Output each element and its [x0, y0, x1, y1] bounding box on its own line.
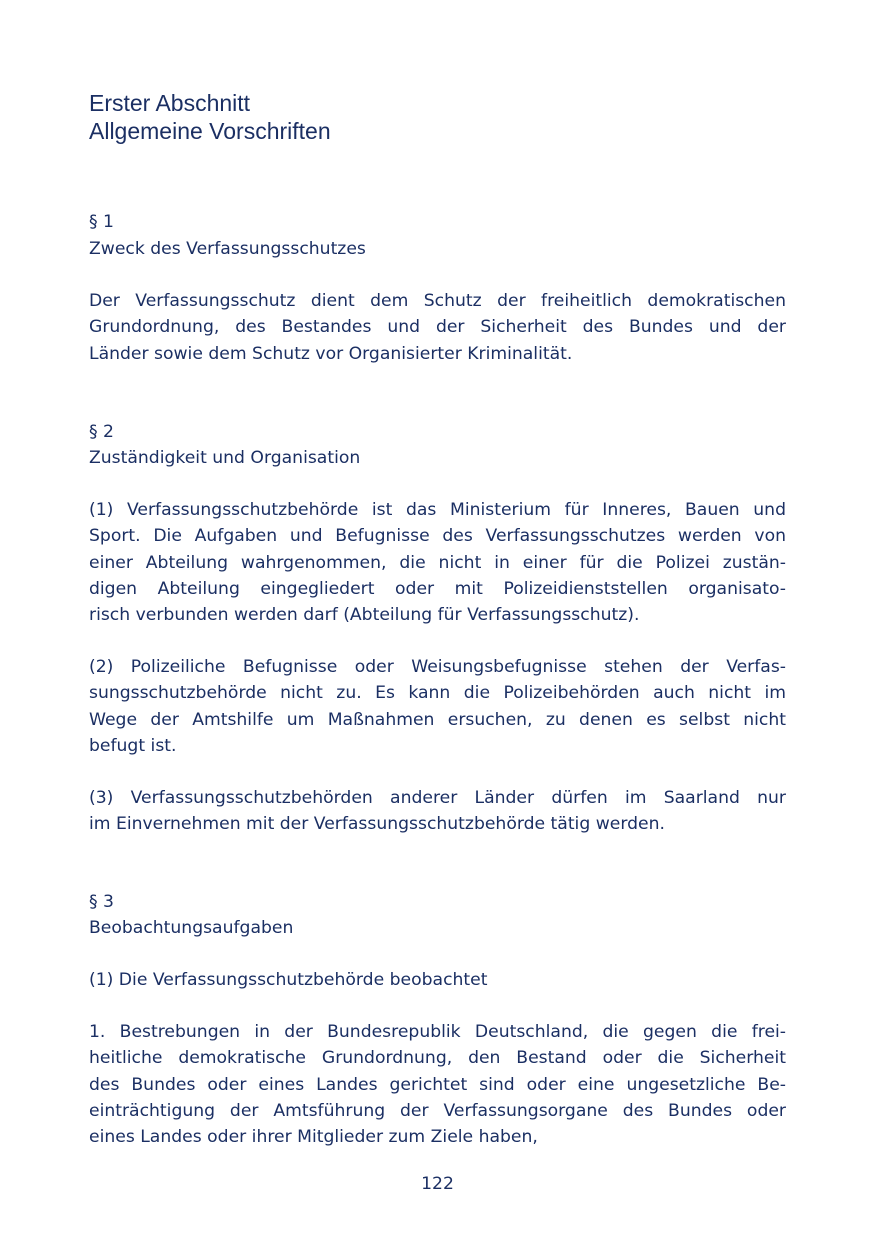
text-line: (3) Verfassungsschutzbehörden anderer Länder dürfen im Saarland nur — [89, 788, 786, 808]
text-line: digen Abteilung eingegliedert oder mit Polizeidienststellen organisato- — [89, 578, 786, 599]
chapter-heading — [89, 89, 331, 145]
section-2-number: § 2 — [89, 422, 114, 442]
text-line: im Einvernehmen mit der Verfassungsschutzbehörde tätig werden. — [89, 814, 665, 835]
section-1-number: § 1 — [89, 212, 114, 232]
section-3-number: § 3 — [89, 892, 114, 912]
text-line: des Bundes oder eines Landes gerichtet sind oder eine ungesetzliche Be- — [89, 1074, 786, 1095]
section-3-paragraph-2 — [89, 1019, 786, 1150]
section-1-paragraph — [89, 288, 786, 367]
section-2-paragraph-1 — [89, 497, 786, 628]
text-line: Länder sowie dem Schutz vor Organisierter Kriminalität. — [89, 343, 573, 364]
text-line: einer Abteilung wahrgenommen, die nicht in einer für die Polizei zustän- — [89, 552, 786, 573]
chapter-heading-line-2: Allgemeine Vorschriften — [89, 118, 331, 144]
text-line: befugt ist. — [89, 735, 177, 756]
section-1-title: Zweck des Verfassungsschutzes — [89, 239, 366, 259]
text-line: heitliche demokratische Grundordnung, den Bestand oder die Sicherheit — [89, 1048, 786, 1069]
section-3-title: Beobachtungsaufgaben — [89, 918, 294, 938]
section-2-paragraph-3 — [89, 785, 786, 838]
section-2-title: Zuständigkeit und Organisation — [89, 448, 361, 468]
chapter-heading-line-1: Erster Abschnitt — [89, 90, 251, 116]
text-line: risch verbunden werden darf (Abteilung für Verfassungsschutz). — [89, 605, 640, 626]
section-2-paragraph-2 — [89, 654, 786, 759]
section-3-paragraph-1: (1) Die Verfassungsschutzbehörde beobachtet — [89, 970, 488, 990]
text-line: einträchtigung der Amtsführung der Verfassungsorgane des Bundes oder — [89, 1100, 786, 1121]
text-line: sungsschutzbehörde nicht zu. Es kann die Polizeibehörden auch nicht im — [89, 683, 786, 704]
page-number: 122 — [421, 1174, 454, 1194]
text-line: Grundordnung, des Bestandes und der Sicherheit des Bundes und der — [89, 317, 786, 338]
text-line: eines Landes oder ihrer Mitglieder zum Ziele haben, — [89, 1127, 538, 1148]
text-line: (2) Polizeiliche Befugnisse oder Weisungsbefugnisse stehen der Verfas- — [89, 657, 786, 677]
text-line: (1) Verfassungsschutzbehörde ist das Ministerium für Inneres, Bauen und — [89, 500, 786, 520]
text-line: 1. Bestrebungen in der Bundesrepublik Deutschland, die gegen die frei- — [89, 1022, 786, 1042]
text-line: Wege der Amtshilfe um Maßnahmen ersuchen, zu denen es selbst nicht — [89, 709, 786, 730]
text-line: Sport. Die Aufgaben und Befugnisse des Verfassungsschutzes werden von — [89, 526, 786, 547]
text-line: Der Verfassungsschutz dient dem Schutz der freiheitlich demokratischen — [89, 291, 786, 311]
